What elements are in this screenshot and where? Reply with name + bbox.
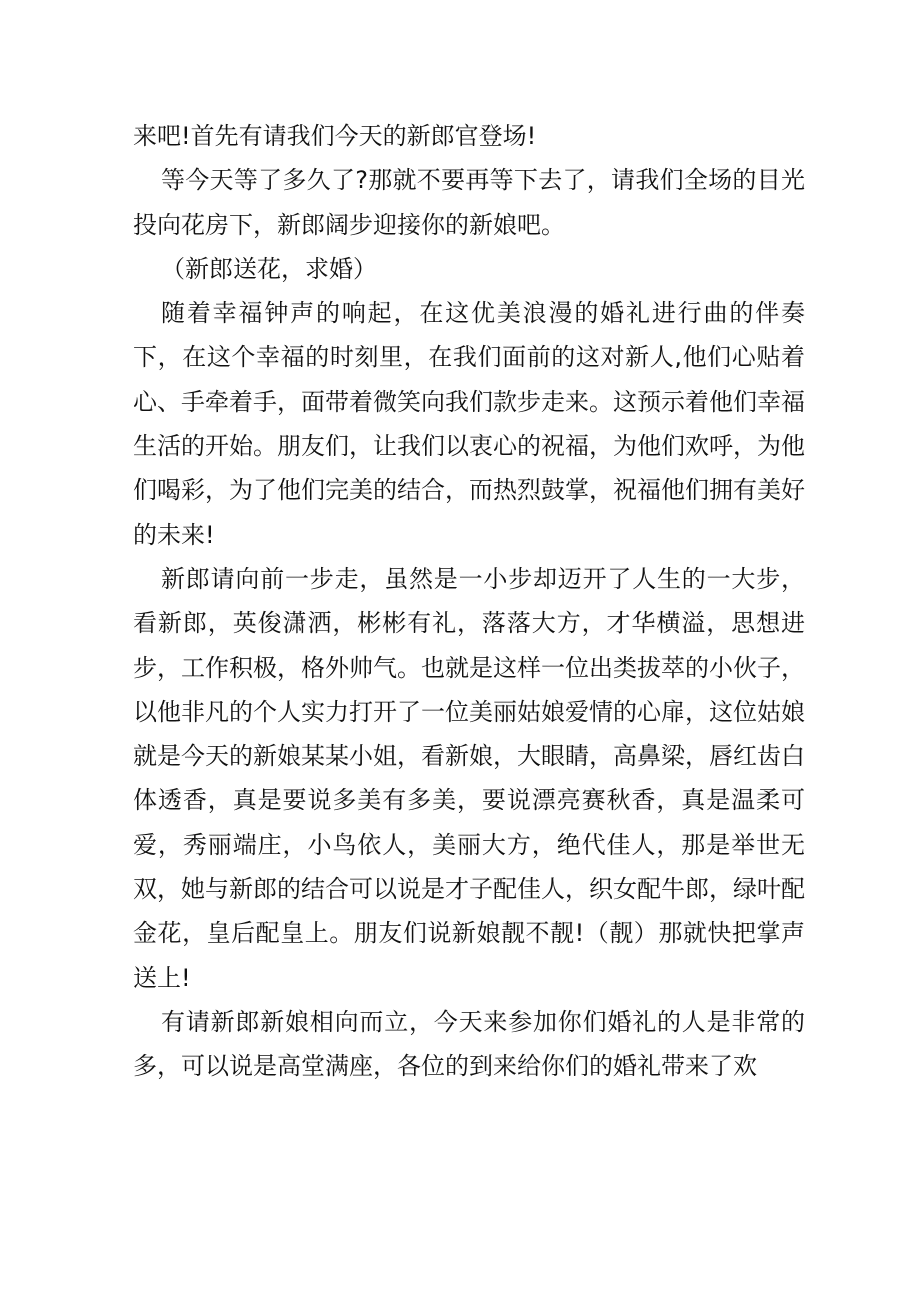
paragraph-2: 等今天等了多久了?那就不要再等下去了，请我们全场的目光投向花房下，新郎阔步迎接你的新娘吧。 (133, 166, 805, 239)
paragraph-5: 新郎请向前一步走，虽然是一小步却迈开了人生的一大步，看新郎，英俊潇洒，彬彬有礼，落落大方，才华横溢，思想进步，工作积极，格外帅气。也就是这样一位出类拔萃的小伙子，以他非凡的个人实力打开了一位美丽姑娘爱情的心扉，这位姑娘就是今天的新娘某某小姐，看新娘，大眼睛，高鼻梁，唇红齿白体透香，真是要说多美有多美，要说漂亮赛秋香，真是温柔可爱，秀丽端庄，小鸟依人，美丽大方，绝代佳人，那是举世无双，她与新郎的结合可以说是才子配佳人，织女配牛郎，绿叶配金花，皇后配皇上。朋友们说新娘靓不靓!（靓）那就快把掌声送上! (133, 564, 805, 992)
paragraph-1: 来吧!首先有请我们今天的新郎官登场! (133, 122, 537, 150)
paragraph-6: 有请新郎新娘相向而立，今天来参加你们婚礼的人是非常的多，可以说是高堂满座，各位的到来给你们的婚礼带来了欢 (133, 1007, 805, 1081)
document-body (133, 114, 805, 1089)
paragraph-4: 随着幸福钟声的响起，在这优美浪漫的婚礼进行曲的伴奏下，在这个幸福的时刻里，在我们面前的这对新人,他们心贴着心、手牵着手，面带着微笑向我们款步走来。这预示着他们幸福生活的开始。朋友们，让我们以衷心的祝福，为他们欢呼，为他们喝彩，为了他们完美的结合，而热烈鼓掌，祝福他们拥有美好的未来! (133, 299, 805, 549)
paragraph-3: （新郎送花，求婚） (161, 254, 377, 283)
